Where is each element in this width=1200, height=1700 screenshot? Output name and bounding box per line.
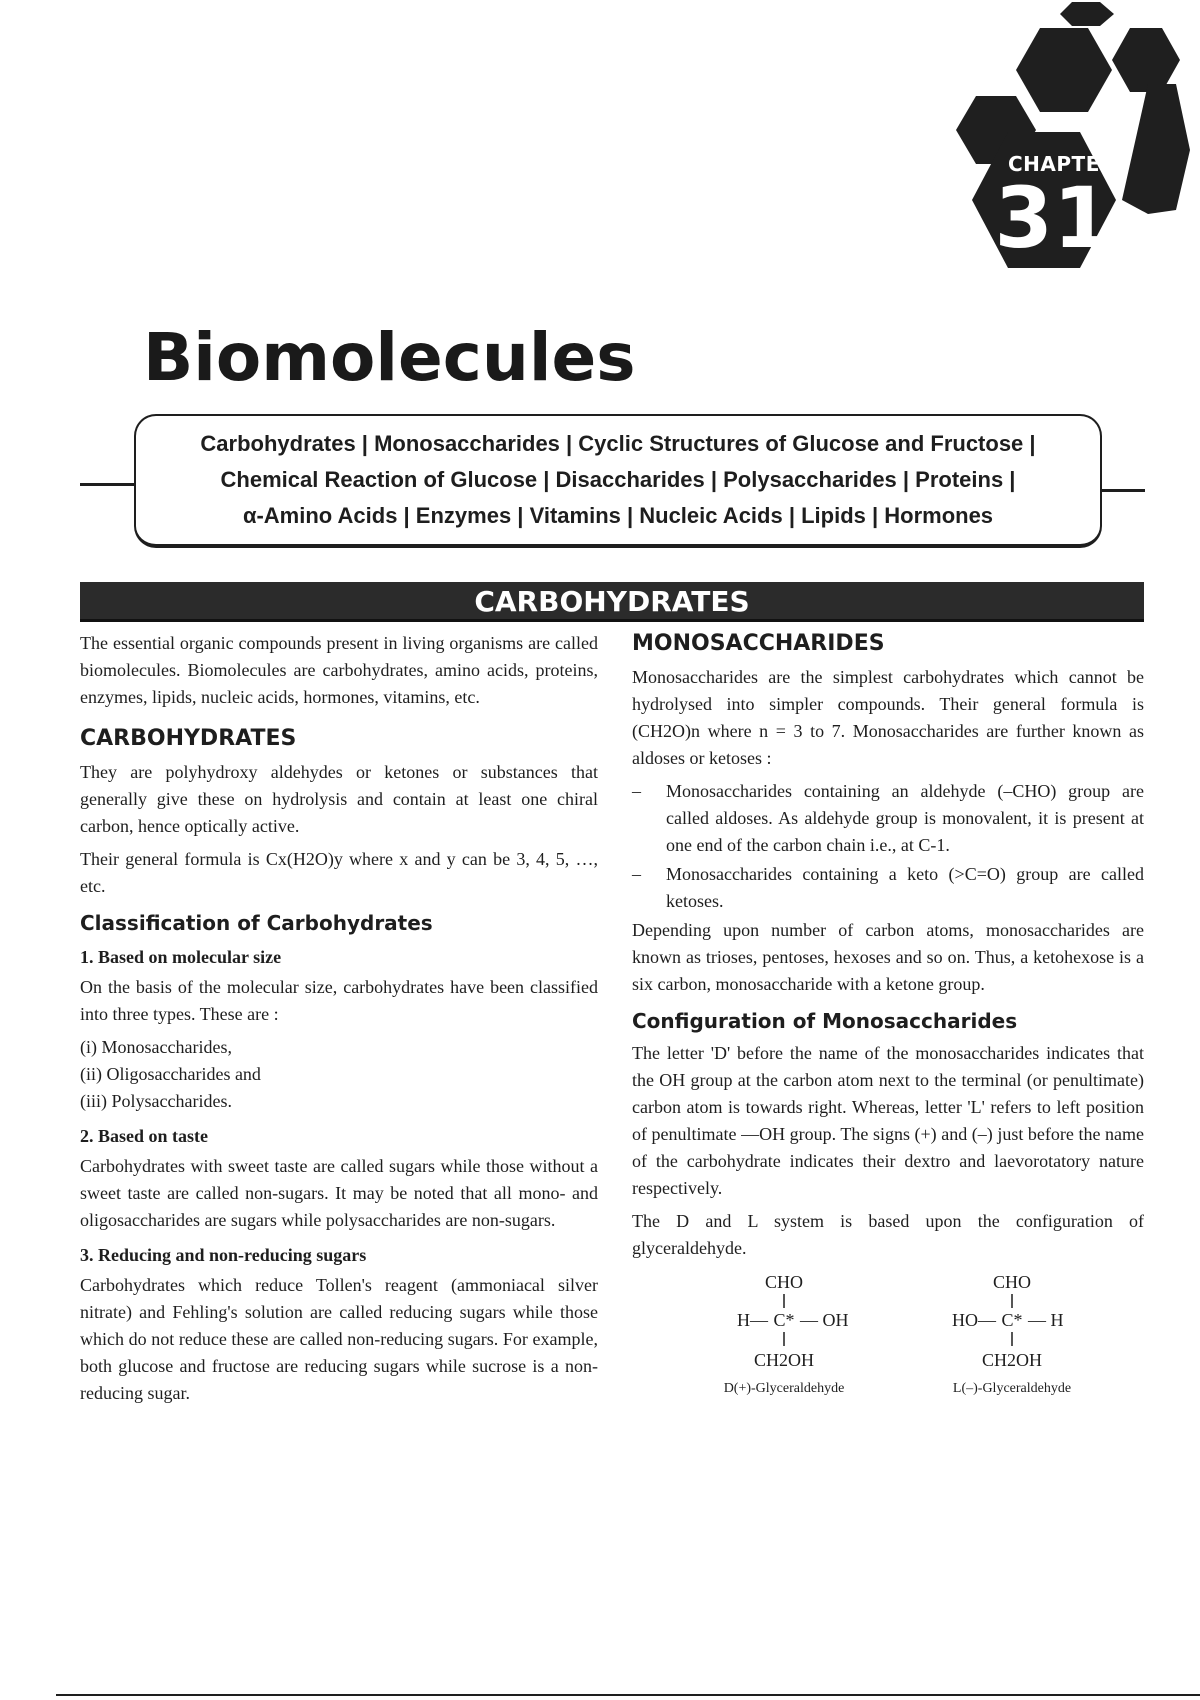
left-column xyxy=(80,630,598,1413)
l-bottom-group: CH2OH xyxy=(981,1350,1043,1370)
reducing-text: Carbohydrates which reduce Tollen's reagent (ammoniacal silver nitrate) and Fehling's solution are called reducing sugars while those which do not reduce these are called non-reducing sugars. For example, both glucose and fructose are reducing sugars while sucrose is a non-reducing sugar. xyxy=(80,1275,598,1403)
dash-mark: – xyxy=(632,781,641,801)
chapter-label: CHAPTER xyxy=(1008,152,1116,176)
aldose-bullet xyxy=(632,778,1144,859)
l-left-group: HO— xyxy=(952,1310,996,1330)
hex-right-top-icon xyxy=(1112,28,1180,92)
classification-heading: Classification of Carbohydrates xyxy=(80,911,433,935)
bottom-rule xyxy=(56,1694,1200,1696)
d-glyceraldehyde-structure xyxy=(724,1272,849,1396)
molecular-size-title: 1. Based on molecular size xyxy=(80,947,282,967)
l-glyceraldehyde-structure xyxy=(952,1272,1071,1396)
topic-line-2: Chemical Reaction of Glucose | Disaccharides | Polysaccharides | Proteins | xyxy=(220,467,1016,492)
right-column xyxy=(632,630,1144,1418)
ketose-bullet-text: Monosaccharides containing a keto (>C=O) group are called ketoses. xyxy=(666,864,1144,911)
hex-top-icon xyxy=(1016,28,1112,112)
taste-text: Carbohydrates with sweet taste are called sugars while those without a sweet taste are called non-sugars. It may be noted that all mono- and oligosaccharides are sugars while polysaccharides are non-sugars. xyxy=(80,1156,598,1230)
list-item: (i) Monosaccharides, xyxy=(80,1037,232,1057)
l-right-group: — H xyxy=(1028,1310,1064,1330)
monosaccharides-heading: MONOSACCHARIDES xyxy=(632,631,885,656)
l-top-group: CHO xyxy=(992,1272,1032,1292)
l-center-carbon: C* xyxy=(1001,1310,1023,1330)
page-title: Biomolecules xyxy=(143,319,636,396)
carbohydrates-heading: CARBOHYDRATES xyxy=(80,726,297,751)
carbohydrates-definition: They are polyhydroxy aldehydes or ketones or substances that generally give these on hydrolysis and contain at least one chiral carbon, hence optically active. xyxy=(80,762,598,836)
dash-mark: – xyxy=(632,864,641,884)
hex-small-top-icon xyxy=(1060,2,1114,26)
taste-title: 2. Based on taste xyxy=(80,1126,209,1146)
reducing-title: 3. Reducing and non-reducing sugars xyxy=(80,1245,367,1265)
glyceraldehyde-diagram xyxy=(632,1268,1144,1418)
list-item: (iii) Polysaccharides. xyxy=(80,1091,232,1111)
monosaccharides-text: Monosaccharides are the simplest carbohydrates which cannot be hydrolysed into simpler compounds. Their general formula is (CH2O)n where n = 3 to 7. Monosaccharides are further known as aldoses or ketoses : xyxy=(632,667,1144,768)
intro-paragraph: The essential organic compounds present in living organisms are called biomolecules. Biomolecules are carbohydrates, amino acids, proteins, enzymes, lipids, nucleic acids, hormones, vitamins, etc. xyxy=(80,633,598,707)
d-center-carbon: C* xyxy=(773,1310,795,1330)
chapter-number: 31 xyxy=(994,169,1112,267)
carbohydrates-formula: Their general formula is Cx(H2O)y where x and y can be 3, 4, 5, …, etc. xyxy=(80,849,598,896)
carbon-count-text: Depending upon number of carbon atoms, monosaccharides are known as trioses, pentoses, hexoses and so on. Thus, a ketohexose is a six carbon, monosaccharide with a ketone group. xyxy=(632,920,1144,994)
topic-rule-left xyxy=(80,483,136,486)
l-caption: L(–)-Glyceraldehyde xyxy=(952,1381,1072,1396)
topic-rule-right xyxy=(1100,489,1145,492)
d-top-group: CHO xyxy=(764,1272,804,1292)
ketose-bullet xyxy=(632,861,1144,915)
configuration-heading: Configuration of Monosaccharides xyxy=(632,1009,1018,1033)
types-list xyxy=(80,1034,598,1115)
topic-line-3: α-Amino Acids | Enzymes | Vitamins | Nucleic Acids | Lipids | Hormones xyxy=(242,503,994,528)
d-caption: D(+)-Glyceraldehyde xyxy=(723,1381,845,1396)
list-item: (ii) Oligosaccharides and xyxy=(80,1064,261,1084)
configuration-text: The letter 'D' before the name of the monosaccharides indicates that the OH group at the carbon atom next to the terminal (or penultimate) carbon atom is towards right. Whereas, letter 'L' refers to left position of penultimate —OH group. The signs (+) and (–) just before the name of the carbohydrate indicates their dextro and laevorotatory nature respectively. xyxy=(632,1043,1144,1198)
dl-system-text: The D and L system is based upon the configuration of glyceraldehyde. xyxy=(632,1211,1144,1258)
section-banner xyxy=(80,582,1144,622)
topic-line-1: Carbohydrates | Monosaccharides | Cyclic Structures of Glucose and Fructose | xyxy=(200,431,1036,456)
d-left-group: H— xyxy=(737,1310,768,1330)
molecular-size-text: On the basis of the molecular size, carbohydrates have been classified into three types. These are : xyxy=(80,977,598,1024)
d-bottom-group: CH2OH xyxy=(753,1350,815,1370)
section-banner-title: CARBOHYDRATES xyxy=(474,585,750,618)
topic-box xyxy=(134,414,1102,548)
d-right-group: — OH xyxy=(800,1310,849,1330)
aldose-bullet-text: Monosaccharides containing an aldehyde (–CHO) group are called aldoses. As aldehyde group is monovalent, it is present at one end of the carbon chain i.e., at C-1. xyxy=(666,781,1144,855)
hex-right-icon xyxy=(1122,84,1190,214)
